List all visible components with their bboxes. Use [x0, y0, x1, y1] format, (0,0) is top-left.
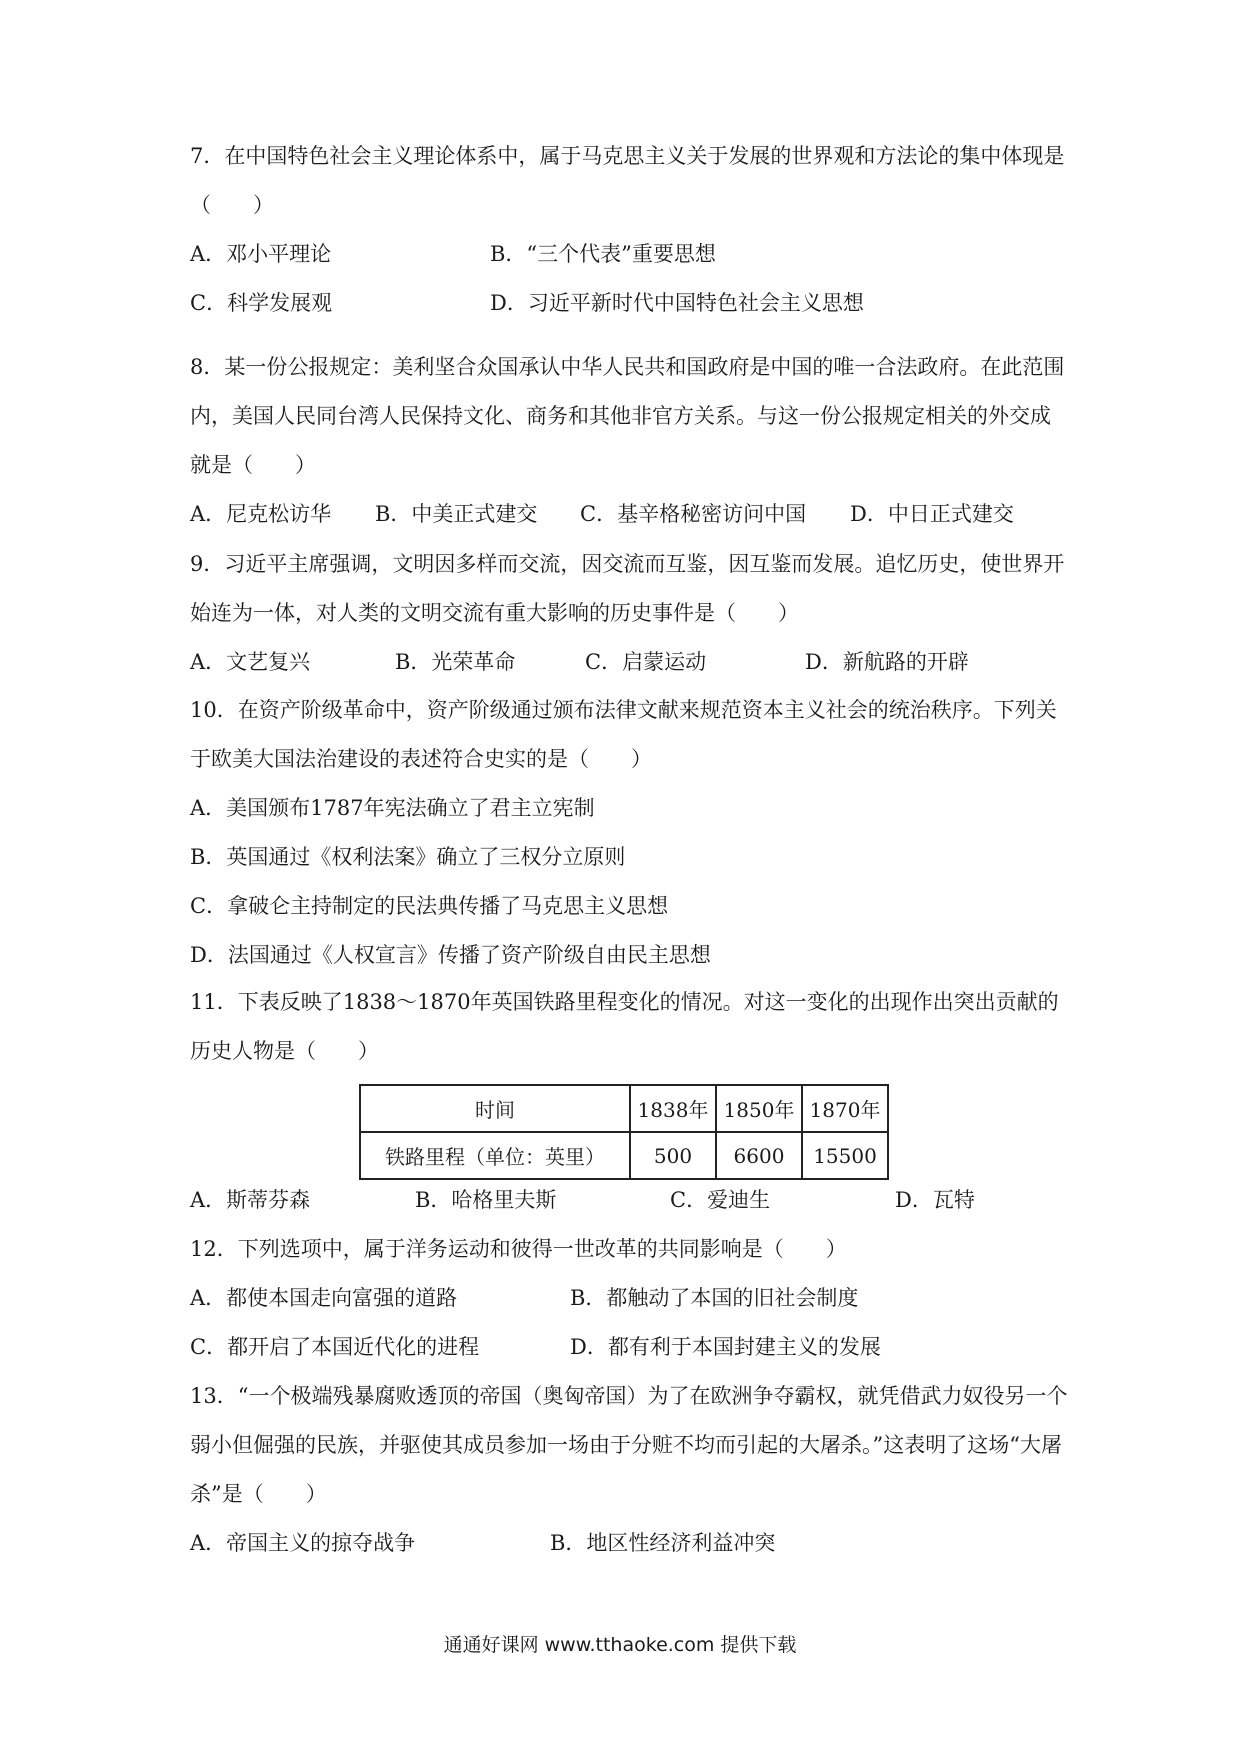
- question-7-options-row-1: [190, 230, 1070, 279]
- question-12: [190, 1225, 1070, 1372]
- question-8-options-row: [190, 490, 1070, 539]
- question-12-stem: 12．下列选项中，属于洋务运动和彼得一世改革的共同影响是（ ）: [190, 1237, 847, 1261]
- question-7: [190, 132, 1070, 328]
- table-cell: 6600: [716, 1132, 802, 1179]
- question-11-option-b: B．哈格里夫斯: [415, 1188, 557, 1212]
- question-12-options-row-1: [190, 1274, 1070, 1323]
- question-9-option-b: B．光荣革命: [395, 650, 516, 674]
- table-cell: 500: [630, 1132, 716, 1179]
- question-12-option-c: C．都开启了本国近代化的进程: [190, 1335, 480, 1359]
- question-11: [190, 978, 1070, 1076]
- question-9: [190, 540, 1070, 687]
- table-cell: 1838年: [630, 1085, 716, 1132]
- table-header-row: [360, 1085, 888, 1132]
- question-10-option-a: A．美国颁布1787年宪法确立了君主立宪制: [190, 796, 595, 820]
- question-9-option-a: A．文艺复兴: [190, 650, 311, 674]
- question-7-option-a: A．邓小平理论: [190, 242, 332, 266]
- question-13-option-b: B．地区性经济利益冲突: [550, 1531, 776, 1555]
- question-12-option-b: B．都触动了本国的旧社会制度: [570, 1286, 859, 1310]
- table-cell: 1870年: [802, 1085, 888, 1132]
- question-11-option-d: D．瓦特: [895, 1188, 975, 1212]
- question-10-option-b: B．英国通过《权利法案》确立了三权分立原则: [190, 845, 626, 869]
- question-7-option-b: B．“三个代表”重要思想: [490, 242, 716, 266]
- question-11-stem: 11．下表反映了1838～1870年英国铁路里程变化的情况。对这一变化的出现作出突出贡献的历史人物是（ ）: [190, 990, 1059, 1063]
- question-8-option-d: D．中日正式建交: [850, 502, 1014, 526]
- question-8-option-c: C．基辛格秘密访问中国: [580, 502, 807, 526]
- question-10: [190, 686, 1070, 980]
- question-10-option-d: D．法国通过《人权宣言》传播了资产阶级自由民主思想: [190, 943, 711, 967]
- page-footer: 通通好课网 www.tthaoke.com 提供下载: [443, 1634, 797, 1656]
- question-8-option-a: A．尼克松访华: [190, 502, 332, 526]
- question-11-option-a: A．斯蒂芬森: [190, 1188, 311, 1212]
- question-13: [190, 1372, 1070, 1568]
- question-13-options-row: [190, 1519, 1070, 1568]
- question-12-option-a: A．都使本国走向富强的道路: [190, 1286, 458, 1310]
- table-cell: 1850年: [716, 1085, 802, 1132]
- question-12-options-row-2: [190, 1323, 1070, 1372]
- question-11-options-row: [190, 1176, 1070, 1225]
- question-8-option-b: B．中美正式建交: [375, 502, 538, 526]
- question-12-option-d: D．都有利于本国封建主义的发展: [570, 1335, 881, 1359]
- question-9-options-row: [190, 638, 1070, 687]
- question-7-options-row-2: [190, 279, 1070, 328]
- question-8: [190, 343, 1070, 539]
- question-13-option-a: A．帝国主义的掠夺战争: [190, 1531, 416, 1555]
- table-row: [360, 1132, 888, 1179]
- table-cell: 时间: [360, 1085, 630, 1132]
- question-7-option-c: C．科学发展观: [190, 291, 333, 315]
- question-9-option-d: D．新航路的开辟: [805, 650, 969, 674]
- question-9-stem: 9．习近平主席强调，文明因多样而交流，因交流而互鉴，因互鉴而发展。追忆历史，使世界开始连为一体，对人类的文明交流有重大影响的历史事件是（ ）: [190, 552, 1065, 625]
- question-11-options: [190, 1176, 1070, 1225]
- table-cell: 15500: [802, 1132, 888, 1179]
- question-13-stem: 13．“一个极端残暴腐败透顶的帝国（奥匈帝国）为了在欧洲争夺霸权，就凭借武力奴役另一个弱小但倔强的民族，并驱使其成员参加一场由于分赃不均而引起的大屠杀。”这表明了这场“大屠杀”是（ ）: [190, 1384, 1068, 1506]
- question-10-stem: 10．在资产阶级革命中，资产阶级通过颁布法律文献来规范资本主义社会的统治秩序。下列关于欧美大国法治建设的表述符合史实的是（ ）: [190, 698, 1057, 771]
- table-cell: 铁路里程（单位：英里）: [360, 1132, 630, 1179]
- question-7-option-d: D．习近平新时代中国特色社会主义思想: [490, 291, 864, 315]
- question-11-option-c: C．爱迪生: [670, 1188, 771, 1212]
- question-9-option-c: C．启蒙运动: [585, 650, 707, 674]
- question-7-stem: 7．在中国特色社会主义理论体系中，属于马克思主义关于发展的世界观和方法论的集中体现是（ ）: [190, 144, 1065, 217]
- railway-mileage-table: [359, 1084, 889, 1180]
- question-8-stem: 8．某一份公报规定：美利坚合众国承认中华人民共和国政府是中国的唯一合法政府。在此范围内，美国人民同台湾人民保持文化、商务和其他非官方关系。与这一份公报规定相关的外交成就是（ ）: [190, 355, 1065, 477]
- question-10-option-c: C．拿破仑主持制定的民法典传播了马克思主义思想: [190, 894, 669, 918]
